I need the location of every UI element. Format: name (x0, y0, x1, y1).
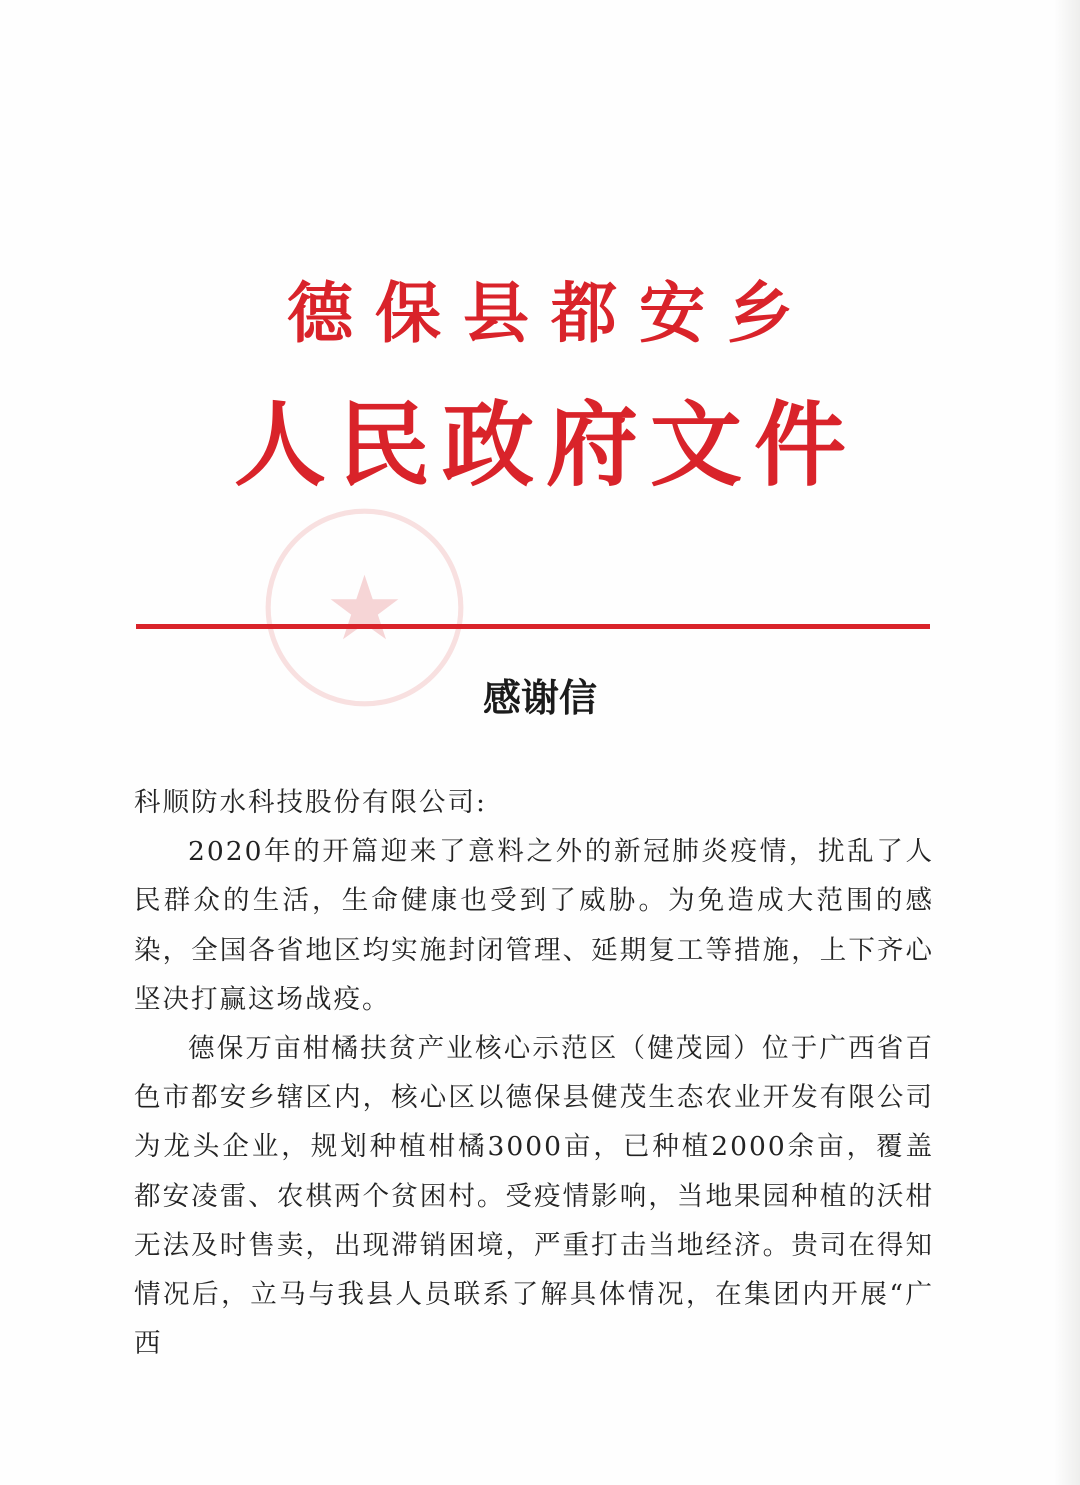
salutation: 科顺防水科技股份有限公司: (134, 787, 487, 818)
issuing-authority-line1: 德保县都安乡 (287, 274, 815, 352)
letter-body (134, 778, 934, 1368)
document-title: 感谢信 (482, 675, 597, 720)
header-red-rule (136, 624, 930, 629)
issuing-authority-line2: 人民政府文件 (233, 391, 858, 499)
scan-edge-shadow (1054, 0, 1080, 1485)
paragraph-1: 2020年的开篇迎来了意料之外的新冠肺炎疫情，扰乱了人民群众的生活，生命健康也受到了威胁。为免造成大范围的感染，全国各省地区均实施封闭管理、延期复工等措施，上下齐心坚决打赢这场战疫。 (134, 836, 934, 1015)
paragraph-2: 德保万亩柑橘扶贫产业核心示范区（健茂园）位于广西省百色市都安乡辖区内，核心区以德保县健茂生态农业开发有限公司为龙头企业，规划种植柑橘3000亩，已种植2000余亩，覆盖都安凌雷、农棋两个贫困村。受疫情影响，当地果园种植的沃柑无法及时售卖，出现滞销困境，严重打击当地经济。贵司在得知情况后，立马与我县人员联系了解具体情况，在集团内开展“广西 (134, 1033, 934, 1360)
